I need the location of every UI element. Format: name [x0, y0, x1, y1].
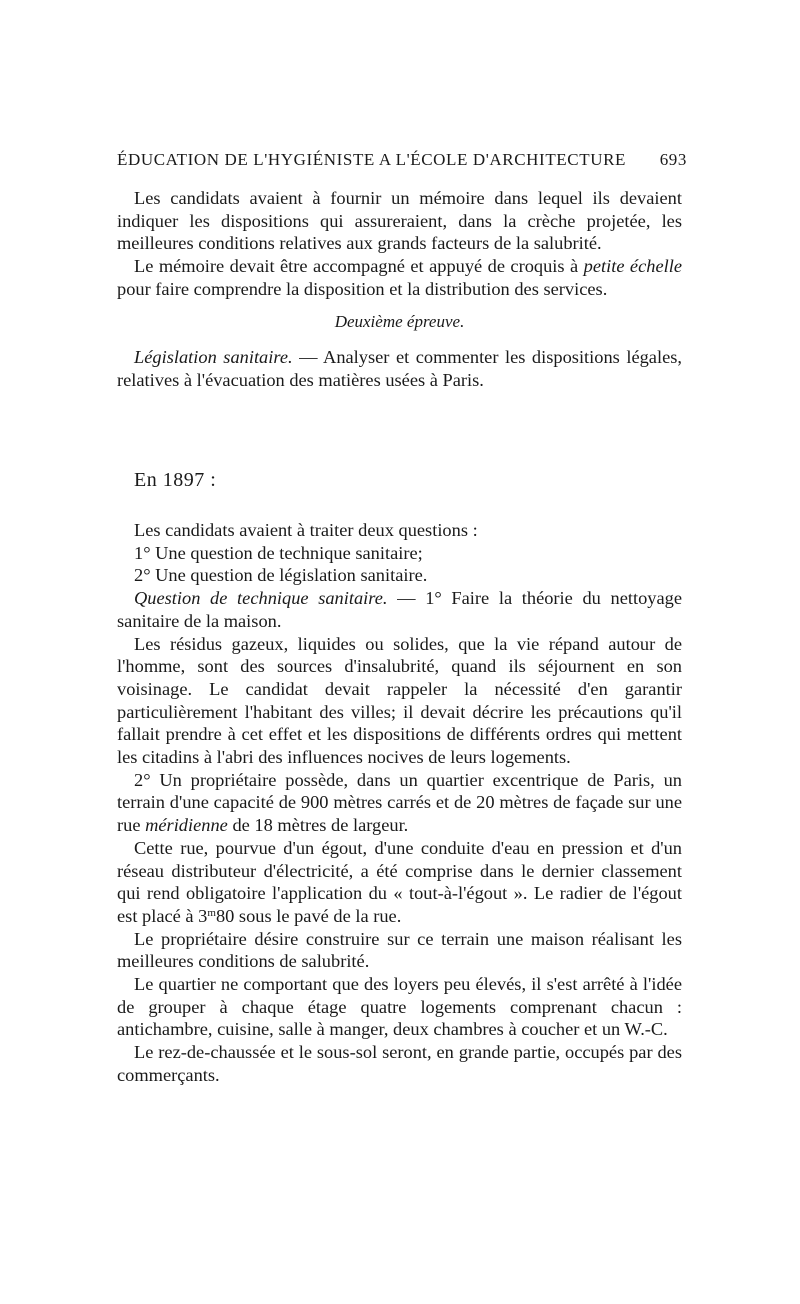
paragraph-croquis	[117, 255, 682, 300]
text-block-1	[117, 187, 682, 392]
paragraph-proprietaire-text: 2° Un propriétaire possède, dans un quartier excentrique de Paris, un terrain d'une capacité de 900 mètres carrés et de 20 mètres de façade sur une rue	[117, 769, 682, 836]
paragraph-rue-text-end: 80 sous le pavé de la rue.	[215, 905, 402, 926]
paragraph-rez-de-chaussee: Le rez-de-chaussée et le sous-sol seront, en grande partie, occupés par des commerçants.	[117, 1042, 682, 1085]
paragraph-residus: Les résidus gazeux, liquides ou solides, que la vie répand autour de l'homme, sont des sources d'insalubrité, quand ils séjournent en son voisinage. Le candidat devait rappeler la nécessité d'en garantir particulièrement l'habitant des villes; il devait décrire les précautions qu'il fallait prendre à cet effet et les dispositions de différents ordres qui mettent les citadins à l'abri des influences nocives de leurs logements.	[117, 633, 682, 768]
paragraph-quartier: Le quartier ne comportant que des loyers peu élevés, il s'est arrêté à l'idée de grouper à chaque étage quatre logements comprenant chacun : antichambre, cuisine, salle à manger, deux chambres à coucher et un W.-C.	[117, 974, 682, 1040]
paragraph-croquis-text: Le mémoire devait être accompagné et appuyé de croquis à	[134, 256, 579, 277]
text-block-2	[117, 519, 682, 1087]
superscript-metre: m	[207, 906, 216, 919]
paragraph-proprietaire	[117, 769, 682, 837]
emphasis-question-technique: Question de technique sanitaire.	[134, 588, 388, 609]
paragraph-legislation-text: — Analyser et commenter les dispositions légales, relatives à l'évacuation des matières usées à Paris.	[117, 347, 682, 390]
paragraph-question-technique-text: — 1° Faire la théorie du nettoyage sanitaire de la maison.	[117, 588, 682, 631]
running-header-title: ÉDUCATION DE L'HYGIÉNISTE A L'ÉCOLE D'ARCHITECTURE	[117, 150, 627, 169]
paragraph-rue	[117, 837, 682, 928]
running-header	[117, 150, 687, 174]
paragraph-proprietaire-text-end: de 18 mètres de largeur.	[232, 815, 409, 836]
paragraph-memoire	[117, 187, 682, 255]
paragraph-intro: Les candidats avaient à traiter deux questions :	[134, 520, 478, 540]
emphasis-petite-echelle: petite échelle	[583, 256, 682, 277]
paragraph-question-technique	[117, 587, 682, 632]
paragraph-rue-text: Cette rue, pourvue d'un égout, d'une conduite d'eau en pression et d'un réseau distributeur d'électricité, a été comprise dans le dernier classement qui rend obligatoire l'application du « tout-à-l'égout ». Le radier de l'égout est placé à 3	[117, 837, 682, 926]
emphasis-legislation-sanitaire: Législation sanitaire.	[134, 347, 293, 368]
list-item-1: 1° Une question de technique sanitaire;	[134, 542, 423, 563]
paragraph-desire: Le propriétaire désire construire sur ce terrain une maison réalisant les meilleures conditions de salubrité.	[117, 928, 682, 972]
paragraph-memoire-text: Les candidats avaient à fournir un mémoire dans lequel ils devaient indiquer les dispositions qui assureraient, dans la crèche projetée, les meilleures conditions relatives aux grands facteurs de la salubrité.	[117, 188, 682, 254]
paragraph-legislation	[117, 346, 682, 391]
list-item-2: 2° Une question de législation sanitaire.	[134, 565, 428, 586]
emphasis-meridienne: méridienne	[145, 815, 228, 836]
section-title-1897: En 1897 :	[134, 469, 217, 491]
paragraph-croquis-text-end: pour faire comprendre la disposition et la distribution des services.	[117, 278, 608, 299]
page-number: 693	[659, 150, 687, 169]
subheading-deuxieme-epreuve: Deuxième épreuve.	[334, 311, 465, 331]
